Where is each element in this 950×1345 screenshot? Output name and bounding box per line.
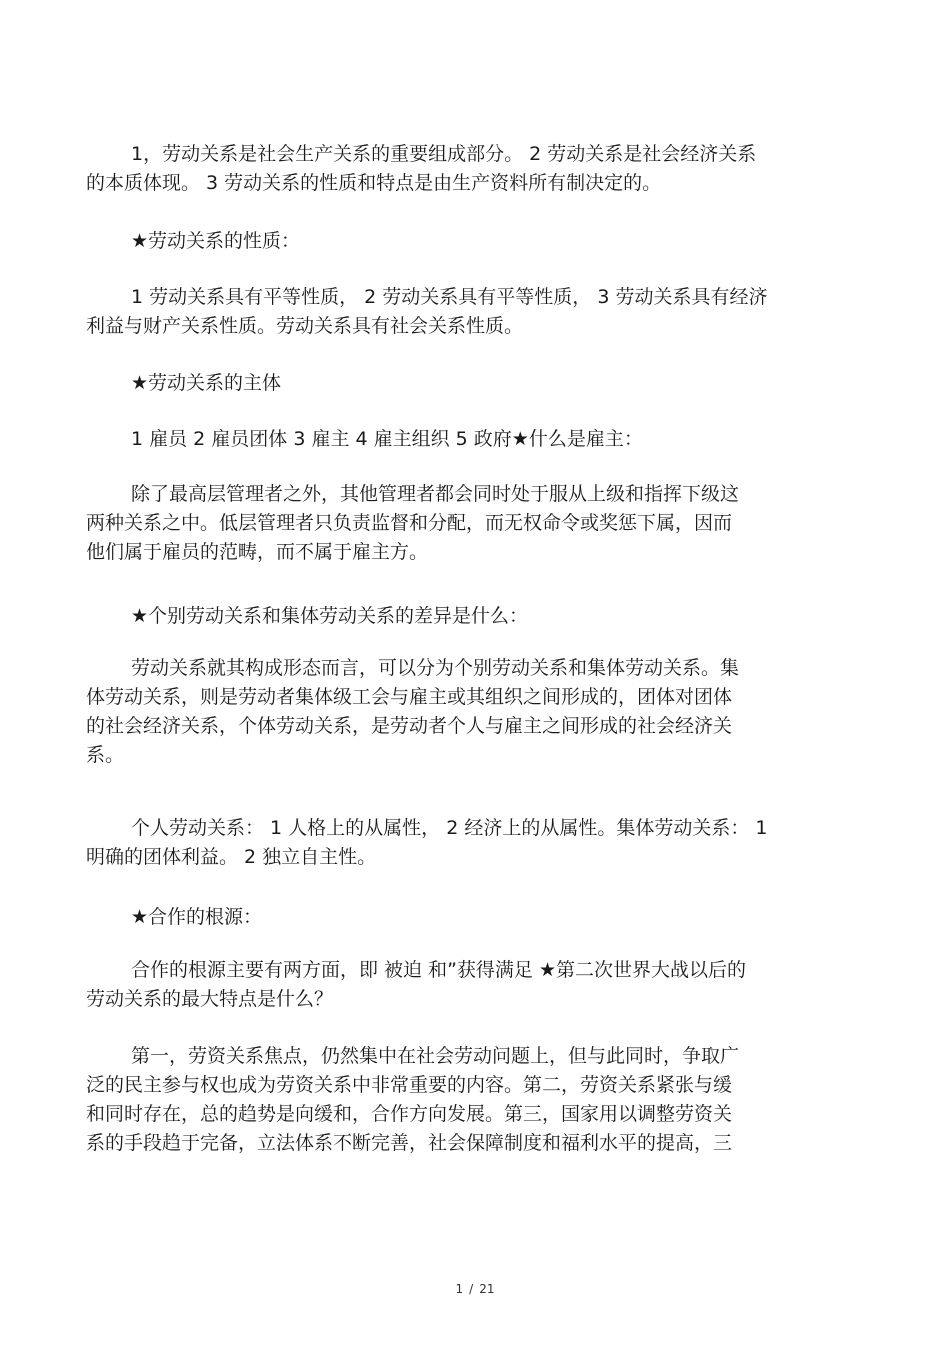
text-line: 系。	[86, 744, 125, 766]
text-line: 的社会经济关系，个体劳动关系，是劳动者个人与雇主之间形成的社会经济关	[86, 715, 733, 737]
paragraph-subordination	[86, 814, 767, 872]
text-line: 1 劳动关系具有平等性质， 2 劳动关系具有平等性质， 3 劳动关系具有经济	[131, 286, 768, 308]
text-line: 泛的民主参与权也成为劳资关系中非常重要的内容。第二，劳资关系紧张与缓	[86, 1074, 733, 1096]
total-page-count: 21	[479, 1282, 495, 1296]
text-line: 他们属于雇员的范畴，而不属于雇主方。	[86, 541, 429, 563]
paragraph-labor-relations-subjects	[86, 425, 643, 454]
text-line: 和同时存在，总的趋势是向缓和，合作方向发展。第三，国家用以调整劳资关	[86, 1103, 733, 1125]
text-line: ★合作的根源：	[131, 906, 263, 928]
text-line: 劳动关系的最大特点是什么？	[86, 988, 334, 1010]
text-line: 劳动关系就其构成形态而言，可以分为个别劳动关系和集体劳动关系。集	[131, 657, 740, 679]
text-line: 明确的团体利益。 2 独立自主性。	[86, 846, 377, 868]
page-separator: /	[469, 1282, 474, 1296]
heading-individual-vs-collective	[86, 602, 528, 631]
text-line: 合作的根源主要有两方面，即 被迫 和”获得满足 ★第二次世界大战以后的	[131, 959, 746, 981]
paragraph-employer-definition	[86, 480, 739, 567]
text-line: 除了最高层管理者之外，其他管理者都会同时处于服从上级和指挥下级这	[131, 483, 740, 505]
text-line: 的本质体现。 3 劳动关系的性质和特点是由生产资料所有制决定的。	[86, 172, 662, 194]
page-number-footer	[0, 1282, 950, 1296]
paragraph-postwar-characteristics	[86, 1042, 739, 1158]
current-page-number: 1	[455, 1282, 464, 1296]
paragraph-labor-relations-properties	[86, 283, 767, 341]
heading-labor-relations-subjects	[86, 369, 281, 398]
text-line: 两种关系之中。低层管理者只负责监督和分配，而无权命令或奖惩下属，因而	[86, 512, 733, 534]
paragraph-individual-vs-collective	[86, 654, 739, 770]
text-line: ★个别劳动关系和集体劳动关系的差异是什么：	[131, 605, 529, 627]
heading-cooperation-roots	[86, 903, 262, 932]
paragraph-labor-relations-nature-intro	[86, 140, 756, 198]
heading-labor-relations-properties	[86, 227, 300, 256]
text-line: 体劳动关系，则是劳动者集体级工会与雇主或其组织之间形成的，团体对团体	[86, 686, 733, 708]
text-line: 第一，劳资关系焦点，仍然集中在社会劳动问题上，但与此同时，争取广	[131, 1045, 740, 1067]
text-line: 利益与财产关系性质。劳动关系具有社会关系性质。	[86, 315, 524, 337]
paragraph-cooperation-roots	[86, 956, 746, 1014]
text-line: 系的手段趋于完备，立法体系不断完善，社会保障制度和福利水平的提高，三	[86, 1132, 733, 1154]
text-line: 1，劳动关系是社会生产关系的重要组成部分。 2 劳动关系是社会经济关系	[131, 143, 757, 165]
text-line: 1 雇员 2 雇员团体 3 雇主 4 雇主组织 5 政府★什么是雇主：	[131, 428, 643, 450]
text-line: ★劳动关系的性质：	[131, 230, 301, 252]
text-line: ★劳动关系的主体	[131, 372, 282, 394]
text-line: 个人劳动关系： 1 人格上的从属性， 2 经济上的从属性。集体劳动关系： 1	[131, 817, 768, 839]
